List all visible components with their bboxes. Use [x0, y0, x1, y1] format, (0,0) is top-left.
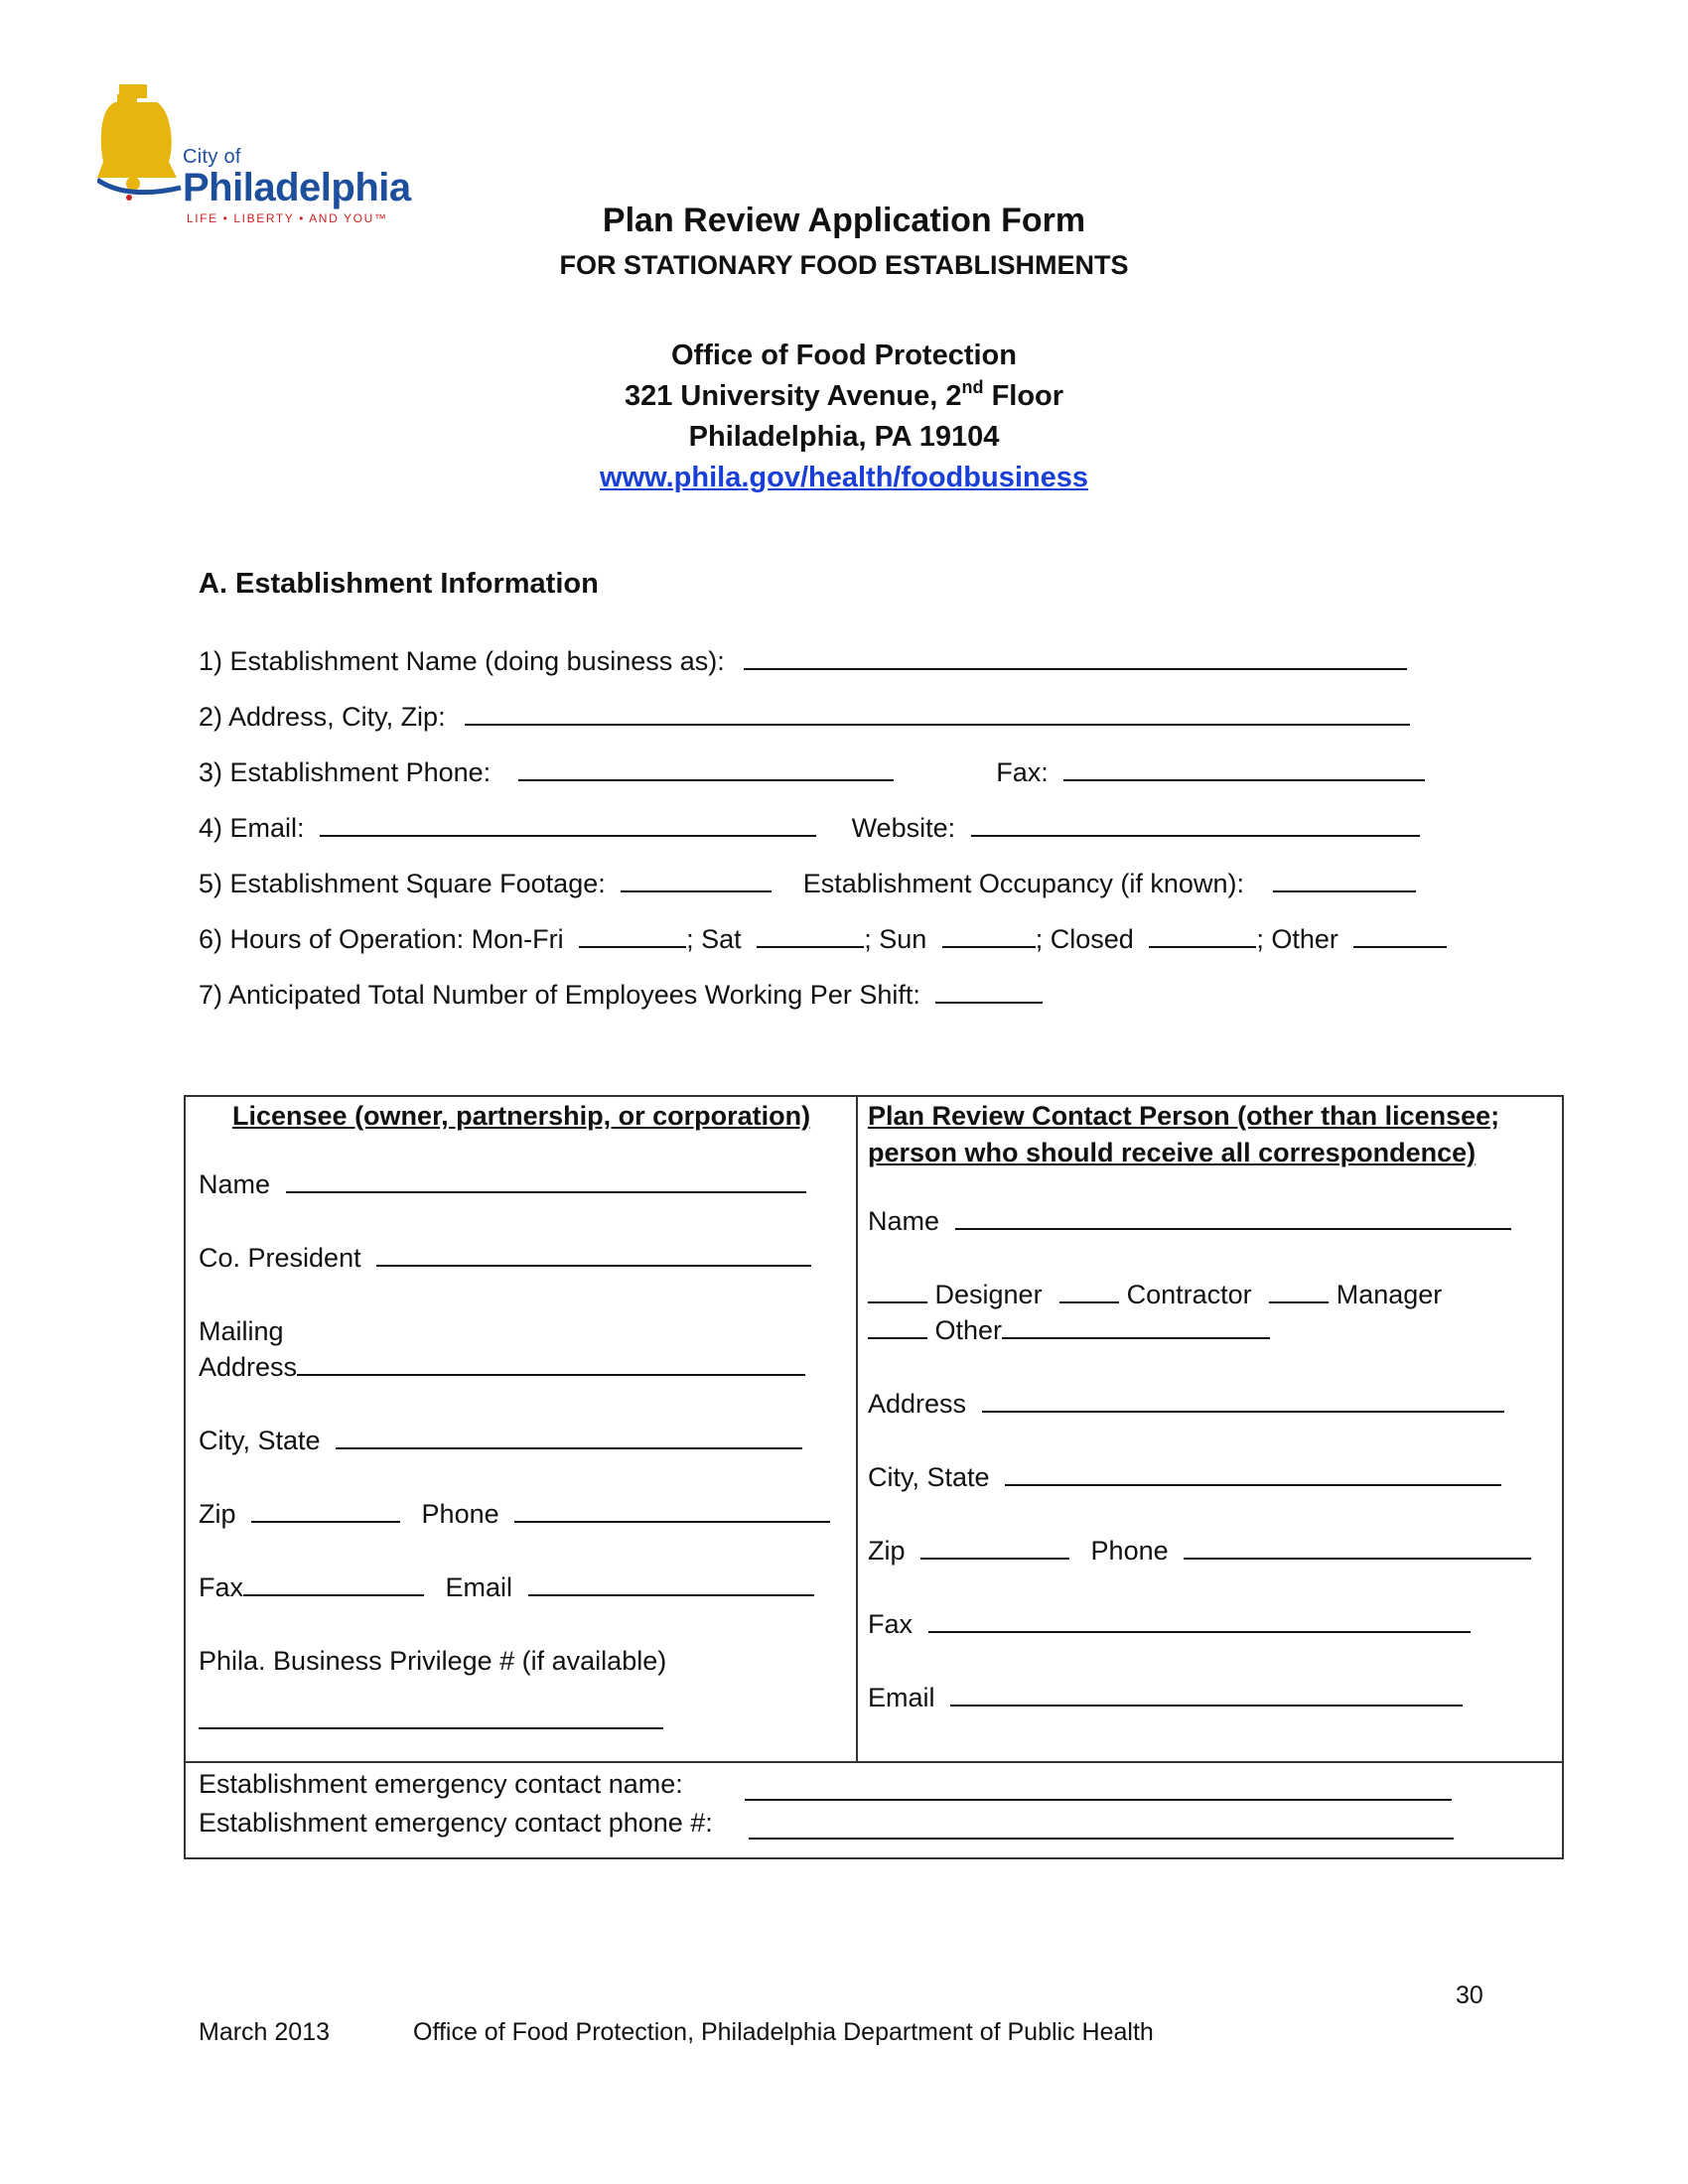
logo-philadelphia: Philadelphia	[183, 166, 411, 209]
establishment-name-blank[interactable]	[744, 646, 1407, 670]
manager-blank[interactable]	[1269, 1280, 1329, 1303]
form-subtitle: FOR STATIONARY FOOD ESTABLISHMENTS	[559, 250, 1129, 280]
other-label: Other	[934, 1315, 1003, 1345]
field-phone-fax	[199, 757, 1425, 788]
logo-tagline: LIFE • LIBERTY • AND YOU™	[187, 211, 388, 225]
footer-department: Office of Food Protection, Philadelphia Department of Public Health	[413, 2018, 1154, 2046]
square-footage-label: 5) Establishment Square Footage:	[199, 869, 606, 898]
contact-other-field	[868, 1315, 1270, 1346]
square-footage-blank[interactable]	[621, 869, 772, 892]
contact-city-state-field: City, State	[868, 1462, 1501, 1493]
contact-zip-phone-field: Zip Phone	[868, 1536, 1531, 1567]
contact-fax-blank[interactable]	[928, 1609, 1471, 1633]
hours-sat-label: ; Sat	[686, 924, 742, 954]
contractor-blank[interactable]	[1059, 1280, 1119, 1303]
contact-name-blank[interactable]	[955, 1206, 1511, 1230]
licensee-privilege-label: Phila. Business Privilege # (if available)	[199, 1646, 667, 1676]
emergency-name-blank[interactable]	[745, 1777, 1452, 1801]
licensee-address-blank[interactable]	[297, 1352, 805, 1376]
licensee-zip-blank[interactable]	[251, 1499, 400, 1523]
field-hours	[199, 924, 1447, 955]
designer-blank[interactable]	[868, 1280, 927, 1303]
hours-closed-blank[interactable]	[1149, 924, 1256, 948]
hours-sun-label: ; Sun	[864, 924, 927, 954]
footer-date: March 2013	[199, 2018, 331, 2046]
occupancy-label: Establishment Occupancy (if known):	[802, 869, 1244, 898]
hours-sat-blank[interactable]	[757, 924, 864, 948]
emergency-phone-field	[749, 1816, 1454, 1844]
page-number: 30	[1456, 1981, 1483, 2009]
licensee-zip-phone-field: Zip Phone	[199, 1499, 830, 1530]
licensee-co-president-blank[interactable]	[376, 1243, 811, 1267]
licensee-city-state-field: City, State	[199, 1426, 802, 1456]
licensee-co-president-field: Co. President	[199, 1243, 811, 1274]
licensee-phone-blank[interactable]	[514, 1499, 830, 1523]
email-label: 4) Email:	[199, 813, 305, 843]
licensee-header: Licensee (owner, partnership, or corporation)	[232, 1101, 811, 1131]
occupancy-blank[interactable]	[1273, 869, 1416, 892]
website-blank[interactable]	[971, 813, 1420, 837]
office-address-line2: Philadelphia, PA 19104	[688, 421, 1000, 453]
other-blank[interactable]	[1002, 1315, 1270, 1339]
hours-closed-label: ; Closed	[1035, 924, 1134, 954]
website-link[interactable]: www.phila.gov/health/foodbusiness	[600, 462, 1088, 493]
contact-email-blank[interactable]	[950, 1683, 1463, 1706]
contact-email-field: Email	[868, 1683, 1463, 1713]
form-title: Plan Review Application Form	[602, 202, 1086, 239]
contact-city-state-blank[interactable]	[1005, 1462, 1501, 1486]
fax-label: Fax:	[996, 757, 1049, 787]
field-square-footage	[199, 869, 1416, 899]
emergency-phone-blank[interactable]	[749, 1816, 1454, 1840]
licensee-city-state-blank[interactable]	[336, 1426, 802, 1449]
office-name: Office of Food Protection	[671, 340, 1017, 371]
licensee-name-blank[interactable]	[286, 1169, 806, 1193]
office-block	[0, 336, 1688, 498]
establishment-name-label: 1) Establishment Name (doing business as):	[199, 646, 725, 676]
employees-label: 7) Anticipated Total Number of Employees Working Per Shift:	[199, 980, 920, 1010]
licensee-name-field: Name	[199, 1169, 806, 1200]
table-row-divider	[184, 1761, 1564, 1763]
field-establishment-name	[199, 646, 1407, 677]
hours-other-blank[interactable]	[1353, 924, 1447, 948]
designer-label: Designer	[934, 1280, 1043, 1309]
contact-role-field	[868, 1280, 1442, 1310]
emergency-name-label: Establishment emergency contact name:	[199, 1769, 683, 1799]
contact-address-blank[interactable]	[982, 1389, 1504, 1413]
section-a-heading: A. Establishment Information	[199, 568, 599, 600]
emergency-name-field	[745, 1777, 1452, 1806]
emergency-phone-label: Establishment emergency contact phone #:	[199, 1808, 713, 1838]
field-email-website	[199, 813, 1420, 844]
contractor-label: Contractor	[1126, 1280, 1252, 1309]
contact-header: Plan Review Contact Person (other than licensee; person who should receive all correspondence)	[868, 1101, 1500, 1167]
hours-sun-blank[interactable]	[942, 924, 1036, 948]
field-address	[199, 702, 1410, 733]
licensee-fax-blank[interactable]	[243, 1572, 424, 1596]
licensee-address-field: Address	[199, 1352, 805, 1383]
email-blank[interactable]	[320, 813, 816, 837]
website-label: Website:	[851, 813, 956, 843]
other-checkbox-blank[interactable]	[868, 1315, 927, 1339]
hours-label: 6) Hours of Operation: Mon-Fri	[199, 924, 564, 954]
contact-fax-field: Fax	[868, 1609, 1471, 1640]
address-label: 2) Address, City, Zip:	[199, 702, 446, 732]
hours-monfri-blank[interactable]	[579, 924, 686, 948]
licensee-privilege-field	[199, 1706, 663, 1734]
manager-label: Manager	[1336, 1280, 1443, 1309]
office-address-line1: 321 University Avenue, 2nd Floor	[624, 377, 1064, 412]
hours-other-label: ; Other	[1256, 924, 1338, 954]
licensee-email-blank[interactable]	[528, 1572, 814, 1596]
table-column-divider	[856, 1095, 858, 1763]
fax-blank[interactable]	[1063, 757, 1425, 781]
establishment-phone-blank[interactable]	[518, 757, 894, 781]
licensee-privilege-blank[interactable]	[199, 1706, 663, 1729]
contact-zip-blank[interactable]	[920, 1536, 1069, 1560]
field-employees	[199, 980, 1043, 1011]
contact-phone-blank[interactable]	[1184, 1536, 1531, 1560]
contact-name-field: Name	[868, 1206, 1511, 1237]
licensee-fax-email-field: Fax Email	[199, 1572, 814, 1603]
address-blank[interactable]	[465, 702, 1410, 726]
licensee-mailing-label: Mailing	[199, 1316, 284, 1346]
contact-address-field: Address	[868, 1389, 1504, 1420]
establishment-phone-label: 3) Establishment Phone:	[199, 757, 492, 787]
employees-blank[interactable]	[935, 980, 1043, 1004]
logo-city-of: City of	[183, 146, 241, 168]
